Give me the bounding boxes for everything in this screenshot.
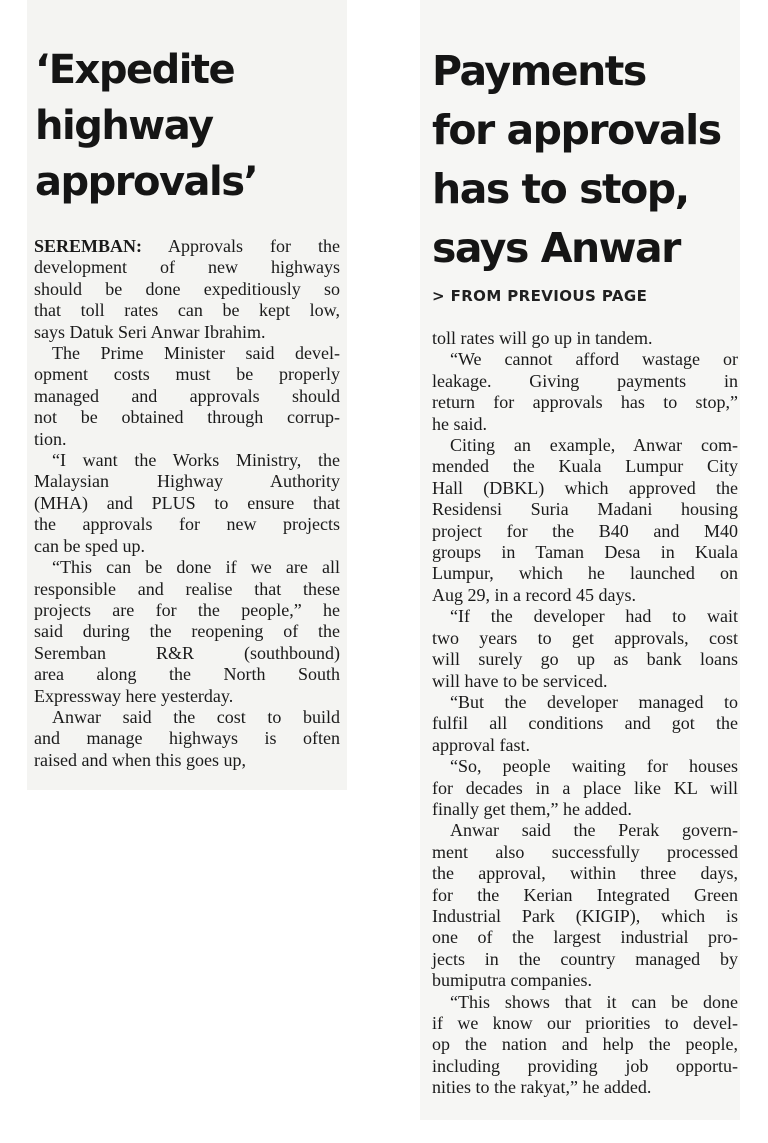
text-line: the approval, within three days, (432, 863, 738, 884)
text-line: fulfil all conditions and got the (432, 713, 738, 734)
text-line: for the Kerian Integrated Green (432, 884, 738, 905)
text-line: development of new highways (34, 257, 340, 278)
text-line: if we know our priorities to devel- (432, 1013, 738, 1033)
text-line: jects in the country managed by (432, 948, 738, 969)
text-line: (MHA) and PLUS to ensure that (34, 492, 340, 513)
continuation-kicker: > FROM PREVIOUS PAGE (432, 287, 648, 305)
text-line: nities to the rakyat,” he added. (432, 1077, 652, 1098)
text-line: The Prime Minister said devel- (52, 343, 340, 364)
text-line: projects are for the people,” he (34, 599, 340, 620)
text-line: said during the reopening of the (34, 621, 340, 642)
text-line: that toll rates can be kept low, (34, 300, 340, 321)
text-line: Anwar said the cost to build (52, 706, 340, 727)
text-line: “So, people waiting for houses (450, 756, 738, 777)
text-line: Anwar said the Perak govern- (450, 820, 738, 841)
text-line: “I want the Works Ministry, the (52, 450, 340, 471)
headline-line: approvals’ (35, 159, 258, 205)
text-line: finally get them,” he added. (432, 798, 632, 819)
headline-line: says Anwar (432, 224, 680, 272)
text-line: he said. (432, 413, 487, 434)
text-line: toll rates will go up in tandem. (432, 328, 653, 348)
text-line: one of the largest industrial pro- (432, 927, 738, 948)
text-line: return for approvals has to stop,” (432, 392, 738, 413)
text-line: two years to get approvals, cost (432, 627, 738, 648)
text-line: Seremban R&R (southbound) (34, 642, 340, 663)
text-line: Citing an example, Anwar com- (450, 435, 738, 456)
text-line: Lumpur, which he launched on (432, 563, 738, 584)
right-article (420, 0, 740, 1120)
text-line: “This can be done if we are all (52, 557, 340, 578)
left-article (27, 0, 347, 790)
headline-line: highway (35, 103, 213, 149)
text-line: Aug 29, in a record 45 days. (432, 584, 636, 605)
text-line: responsible and realise that these (34, 578, 340, 599)
text-line (34, 236, 340, 257)
dateline: SEREMBAN: (34, 236, 143, 256)
text-line: “But the developer managed to (450, 691, 738, 712)
text-line: tion. (34, 428, 67, 449)
text-line: will have to be serviced. (432, 670, 608, 691)
text-line: Hall (DBKL) which approved the (432, 477, 738, 498)
text-line: including providing job opportu- (432, 1055, 738, 1076)
text-line: will surely go up as bank loans (432, 649, 738, 670)
headline-line: ‘Expedite (35, 47, 235, 93)
text-line: “We cannot afford wastage or (450, 349, 738, 370)
text-line: “This shows that it can be done (450, 991, 738, 1012)
text-line: should be done expeditiously so (34, 278, 340, 299)
left-headline (35, 42, 257, 210)
text-line: for decades in a place like KL will (432, 777, 738, 798)
text-line: bumiputra companies. (432, 970, 592, 991)
text-line: “If the developer had to wait (450, 606, 738, 627)
text-line: project for the B40 and M40 (432, 520, 738, 541)
headline-line: Payments (432, 47, 646, 95)
right-article-body (432, 328, 738, 1099)
text-line: mended the Kuala Lumpur City (432, 456, 738, 477)
text-line: managed and approvals should (34, 385, 340, 406)
text-line: not be obtained through corrup- (34, 407, 340, 428)
text-line: Expressway here yesterday. (34, 685, 234, 706)
text-line: the approvals for new projects (34, 514, 340, 535)
text-line: leakage. Giving payments in (432, 370, 738, 391)
text-line: Residensi Suria Madani housing (432, 499, 738, 520)
text-line: op the nation and help the people, (432, 1034, 738, 1055)
text-line: says Datuk Seri Anwar Ibrahim. (34, 321, 266, 342)
text-line: Industrial Park (KIGIP), which is (432, 905, 738, 926)
headline-line: has to stop, (432, 165, 689, 213)
text-line: and manage highways is often (34, 728, 340, 749)
text-line: ment also successfully processed (432, 841, 738, 862)
left-article-body (34, 236, 340, 771)
text-line: approval fast. (432, 734, 530, 755)
right-headline (432, 42, 721, 278)
text-line: groups in Taman Desa in Kuala (432, 542, 738, 563)
text-line: opment costs must be properly (34, 364, 340, 385)
text-line: area along the North South (34, 664, 340, 685)
text-line: Malaysian Highway Authority (34, 471, 340, 492)
text-line-content: Approvals for the (142, 236, 340, 256)
text-line: raised and when this goes up, (34, 749, 246, 770)
headline-line: for approvals (432, 106, 721, 154)
text-line: can be sped up. (34, 535, 145, 556)
